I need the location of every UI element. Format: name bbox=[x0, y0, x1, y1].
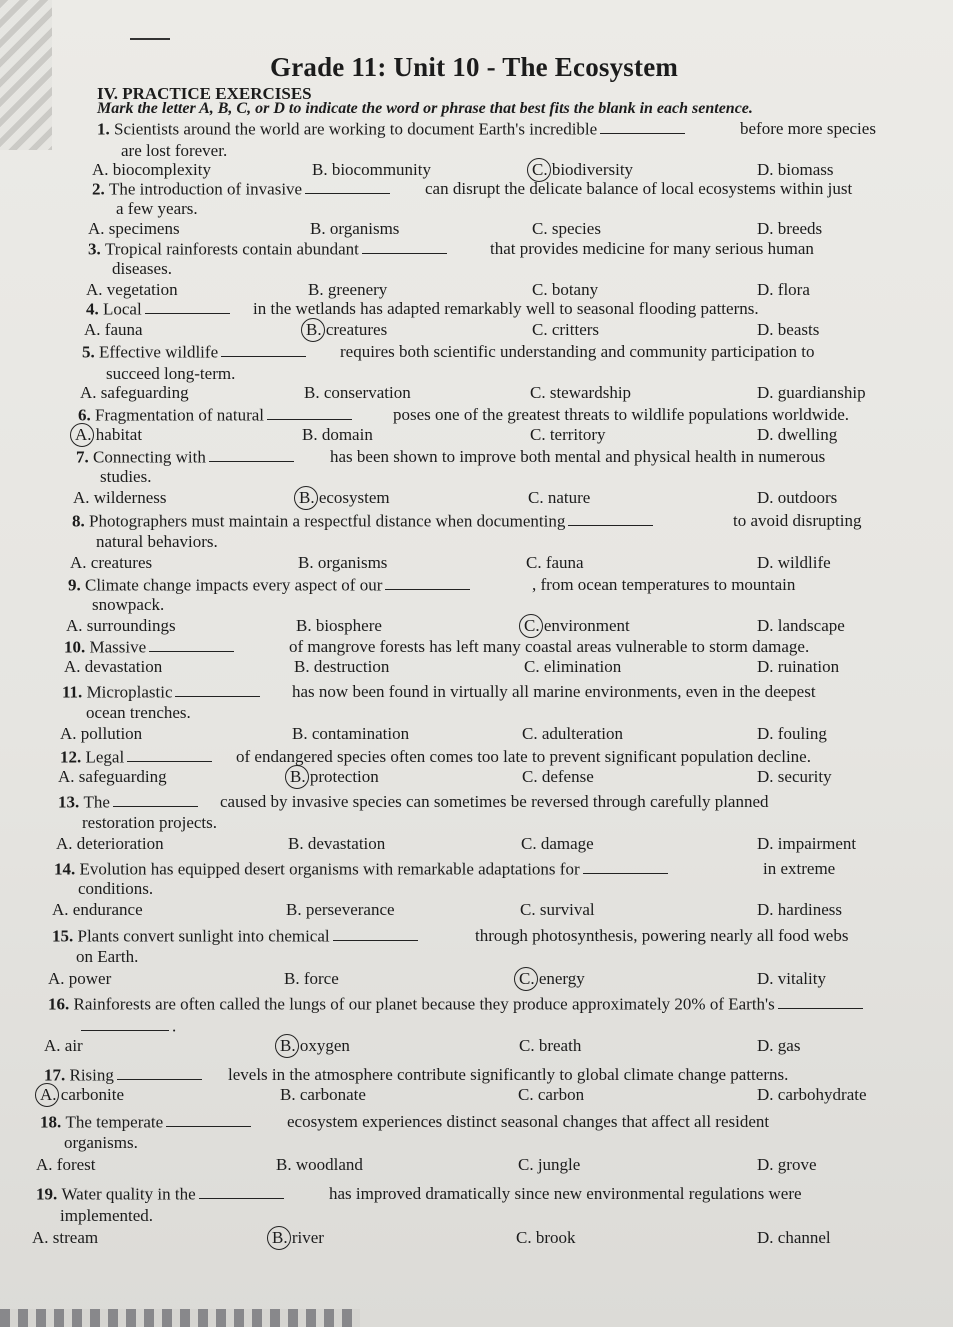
question-number: 3. bbox=[88, 239, 105, 259]
answer-blank[interactable] bbox=[362, 238, 447, 254]
question-number: 9. bbox=[68, 575, 85, 595]
question-line bbox=[92, 178, 393, 199]
option-label: D. beasts bbox=[757, 320, 820, 339]
answer-option-c[interactable] bbox=[526, 553, 584, 573]
option-label: D. landscape bbox=[757, 616, 845, 635]
option-label: A. safeguarding bbox=[58, 767, 167, 786]
answer-option-c[interactable] bbox=[530, 383, 631, 403]
torn-edge-decoration bbox=[0, 0, 52, 150]
answer-option-c[interactable] bbox=[521, 834, 594, 854]
option-label: D. security bbox=[757, 767, 832, 786]
option-label: A. vegetation bbox=[86, 280, 178, 299]
option-label: B. woodland bbox=[276, 1155, 363, 1174]
option-label: A. habitat bbox=[75, 425, 143, 444]
answer-option-a[interactable] bbox=[32, 1228, 98, 1248]
option-label: B. carbonate bbox=[280, 1085, 366, 1104]
option-label: A. creatures bbox=[70, 553, 153, 572]
question-text-after: in extreme bbox=[763, 859, 836, 878]
option-label: C. territory bbox=[530, 425, 606, 444]
answer-option-d[interactable] bbox=[757, 1036, 800, 1056]
question-text-after: of mangrove forests has left many coastal areas vulnerable to storm damage. bbox=[289, 637, 810, 656]
selected-answer-circle bbox=[267, 1226, 291, 1250]
question-number: 4. bbox=[86, 299, 103, 319]
answer-blank[interactable] bbox=[149, 636, 234, 652]
answer-option-a[interactable] bbox=[52, 900, 143, 920]
answer-option-c[interactable] bbox=[518, 1085, 584, 1105]
question-number: 13. bbox=[58, 792, 84, 812]
page-title: Grade 11: Unit 10 - The Ecosystem bbox=[270, 52, 679, 82]
question-continuation: conditions. bbox=[78, 879, 154, 898]
question-continuation: ocean trenches. bbox=[86, 703, 191, 722]
option-label: B. ecosystem bbox=[299, 488, 390, 507]
question-number: 11. bbox=[62, 682, 87, 702]
answer-blank[interactable] bbox=[333, 925, 418, 941]
question-number: 8. bbox=[72, 511, 89, 531]
answer-option-d[interactable] bbox=[757, 160, 834, 180]
answer-option-b[interactable] bbox=[299, 488, 390, 508]
option-label: D. fouling bbox=[757, 724, 827, 743]
option-label: C. critters bbox=[532, 320, 600, 339]
answer-option-d[interactable] bbox=[757, 767, 832, 787]
answer-blank[interactable] bbox=[145, 298, 230, 314]
option-label: D. outdoors bbox=[757, 488, 838, 507]
answer-blank[interactable] bbox=[166, 1111, 251, 1127]
selected-answer-circle bbox=[70, 423, 94, 447]
question-continuation: natural behaviors. bbox=[96, 532, 218, 551]
answer-blank[interactable] bbox=[175, 681, 260, 697]
answer-option-b[interactable] bbox=[286, 900, 395, 920]
option-label: C. survival bbox=[520, 900, 595, 919]
selected-answer-circle bbox=[519, 614, 543, 638]
answer-option-a[interactable] bbox=[86, 280, 178, 300]
option-label: B. destruction bbox=[294, 657, 390, 676]
answer-option-a[interactable] bbox=[56, 834, 164, 854]
question-continuation: on Earth. bbox=[76, 947, 139, 966]
question-number: 14. bbox=[54, 859, 80, 879]
answer-option-a[interactable] bbox=[66, 616, 176, 636]
answer-option-a[interactable] bbox=[48, 969, 111, 989]
answer-option-b[interactable] bbox=[294, 657, 389, 677]
question-text-after: has now been found in virtually all marine environments, even in the deepest bbox=[292, 682, 816, 701]
selected-answer-circle bbox=[275, 1034, 299, 1058]
question-number: 1. bbox=[97, 119, 114, 139]
option-label: C. damage bbox=[521, 834, 594, 853]
option-label: D. vitality bbox=[757, 969, 826, 988]
question-line bbox=[40, 1111, 254, 1132]
question-line bbox=[60, 746, 215, 767]
option-label: B. greenery bbox=[308, 280, 388, 299]
option-label: D. hardiness bbox=[757, 900, 842, 919]
answer-option-a[interactable] bbox=[44, 1036, 83, 1056]
option-label: C. energy bbox=[519, 969, 585, 988]
option-label: D. dwelling bbox=[757, 425, 838, 444]
answer-blank[interactable] bbox=[267, 404, 352, 420]
option-label: A. forest bbox=[36, 1155, 96, 1174]
option-label: A. specimens bbox=[88, 219, 180, 238]
answer-option-b[interactable] bbox=[304, 383, 411, 403]
answer-option-c[interactable] bbox=[528, 488, 590, 508]
question-number: 16. bbox=[48, 994, 74, 1014]
question-text-after: poses one of the greatest threats to wildlife populations worldwide. bbox=[393, 405, 850, 424]
question-text-before: Effective wildlife bbox=[99, 342, 219, 362]
answer-blank[interactable] bbox=[583, 858, 668, 874]
option-label: C. adulteration bbox=[522, 724, 624, 743]
answer-blank[interactable] bbox=[117, 1064, 202, 1080]
option-label: B. force bbox=[284, 969, 339, 988]
option-label: A. safeguarding bbox=[80, 383, 189, 402]
answer-option-d[interactable] bbox=[757, 425, 837, 445]
question-number: 2. bbox=[92, 179, 109, 199]
answer-blank[interactable] bbox=[209, 446, 294, 462]
question-continuation: snowpack. bbox=[92, 595, 165, 614]
question-number: 17. bbox=[44, 1065, 70, 1085]
question-line bbox=[62, 681, 263, 702]
option-label: D. flora bbox=[757, 280, 810, 299]
option-label: A. surroundings bbox=[66, 616, 176, 635]
question-text-before: Water quality in the bbox=[61, 1184, 196, 1204]
question-continuation: restoration projects. bbox=[82, 813, 218, 832]
selected-answer-circle bbox=[285, 765, 309, 789]
question-text-after: caused by invasive species can sometimes be reversed through carefully planned bbox=[220, 792, 769, 811]
answer-option-b[interactable] bbox=[306, 320, 387, 340]
answer-option-b[interactable] bbox=[308, 280, 387, 300]
top-dash bbox=[130, 38, 170, 40]
section-heading: IV. PRACTICE EXERCISES bbox=[97, 84, 312, 103]
question-text-after: has been shown to improve both mental and physical health in numerous bbox=[330, 447, 826, 466]
answer-blank[interactable] bbox=[127, 746, 212, 762]
question-text-before: Local bbox=[103, 299, 142, 319]
option-label: C. defense bbox=[522, 767, 594, 786]
selected-answer-circle bbox=[514, 967, 538, 991]
answer-blank[interactable] bbox=[221, 341, 306, 357]
question-text-after: can disrupt the delicate balance of local ecosystems within just bbox=[425, 179, 853, 198]
answer-option-d[interactable] bbox=[757, 488, 837, 508]
question-text-after: levels in the atmosphere contribute significantly to global climate change patterns. bbox=[228, 1065, 789, 1084]
question-text-after: that provides medicine for many serious human bbox=[490, 239, 814, 258]
answer-blank[interactable] bbox=[81, 1015, 169, 1031]
option-label: B. perseverance bbox=[286, 900, 395, 919]
question-text-before: Massive bbox=[89, 637, 147, 657]
question-number: 5. bbox=[82, 342, 99, 362]
answer-option-d[interactable] bbox=[757, 1155, 816, 1175]
answer-option-c[interactable] bbox=[520, 900, 595, 920]
question-text-after: requires both scientific understanding and community participation to bbox=[340, 342, 815, 361]
answer-option-b[interactable] bbox=[298, 553, 387, 573]
question-text-before: Fragmentation of natural bbox=[95, 405, 265, 425]
option-label: D. breeds bbox=[757, 219, 823, 238]
option-label: D. gas bbox=[757, 1036, 801, 1055]
answer-option-a[interactable] bbox=[64, 657, 162, 677]
question-text-before: Rainforests are often called the lungs of our planet because they produce approximately 20% of Earth's bbox=[73, 994, 775, 1014]
question-text-before: Rising bbox=[69, 1065, 114, 1085]
answer-blank[interactable] bbox=[778, 993, 863, 1009]
question-text-after: , from ocean temperatures to mountain bbox=[532, 575, 796, 594]
option-label: A. carbonite bbox=[40, 1085, 125, 1104]
answer-option-c[interactable] bbox=[516, 1228, 576, 1248]
question-text-after: of endangered species often comes too late to prevent significant population decline. bbox=[236, 747, 811, 766]
option-label: A. devastation bbox=[64, 657, 163, 676]
answer-option-d[interactable] bbox=[757, 724, 827, 744]
option-label: A. endurance bbox=[52, 900, 143, 919]
option-label: B. creatures bbox=[306, 320, 388, 339]
option-label: C. fauna bbox=[526, 553, 584, 572]
option-label: C. jungle bbox=[518, 1155, 581, 1174]
option-label: A. stream bbox=[32, 1228, 99, 1247]
answer-option-a[interactable] bbox=[70, 553, 152, 573]
question-continuation: . bbox=[172, 1016, 177, 1036]
answer-blank[interactable] bbox=[385, 574, 470, 590]
option-label: B. organisms bbox=[310, 219, 400, 238]
answer-option-b[interactable] bbox=[288, 834, 385, 854]
answer-option-b[interactable] bbox=[310, 219, 399, 239]
option-label: D. wildlife bbox=[757, 553, 831, 572]
answer-blank[interactable] bbox=[600, 118, 685, 134]
option-label: C. elimination bbox=[524, 657, 622, 676]
answer-option-b[interactable] bbox=[280, 1085, 366, 1105]
option-label: A. wilderness bbox=[73, 488, 167, 507]
question-text-before: The bbox=[83, 792, 110, 812]
question-continuation bbox=[78, 1015, 176, 1036]
answer-blank[interactable] bbox=[568, 510, 653, 526]
option-label: C. stewardship bbox=[530, 383, 632, 402]
option-label: A. deterioration bbox=[56, 834, 164, 853]
question-line bbox=[76, 446, 297, 467]
option-label: B. domain bbox=[302, 425, 373, 444]
option-label: C. nature bbox=[528, 488, 591, 507]
question-text-after: through photosynthesis, powering nearly all food webs bbox=[475, 926, 849, 945]
option-label: B. river bbox=[272, 1228, 324, 1247]
answer-option-b[interactable] bbox=[312, 160, 431, 180]
answer-option-b[interactable] bbox=[276, 1155, 363, 1175]
option-label: B. conservation bbox=[304, 383, 411, 402]
answer-option-a[interactable] bbox=[88, 219, 180, 239]
option-label: B. biosphere bbox=[296, 616, 382, 635]
answer-option-d[interactable] bbox=[757, 657, 839, 677]
question-number: 6. bbox=[78, 405, 95, 425]
answer-option-d[interactable] bbox=[757, 280, 810, 300]
question-continuation: diseases. bbox=[112, 259, 172, 278]
answer-option-c[interactable] bbox=[532, 280, 598, 300]
answer-option-c[interactable] bbox=[522, 724, 623, 744]
question-number: 18. bbox=[40, 1112, 66, 1132]
answer-option-a[interactable] bbox=[84, 320, 143, 340]
question-line bbox=[88, 238, 450, 259]
answer-option-c[interactable] bbox=[532, 160, 633, 180]
answer-option-c[interactable] bbox=[522, 767, 594, 787]
answer-option-b[interactable] bbox=[290, 767, 379, 787]
option-label: A. pollution bbox=[60, 724, 143, 743]
question-line bbox=[36, 1183, 287, 1204]
answer-option-d[interactable] bbox=[757, 1228, 831, 1248]
answer-option-a[interactable] bbox=[36, 1155, 95, 1175]
question-text-after: ecosystem experiences distinct seasonal changes that affect all resident bbox=[287, 1112, 770, 1131]
question-text-before: Scientists around the world are working to document Earth's incredible bbox=[114, 119, 598, 139]
answer-option-c[interactable] bbox=[532, 219, 601, 239]
answer-blank[interactable] bbox=[113, 791, 198, 807]
question-number: 19. bbox=[36, 1184, 62, 1204]
question-text-before: The introduction of invasive bbox=[109, 179, 303, 199]
option-label: B. contamination bbox=[292, 724, 410, 743]
option-label: A. air bbox=[44, 1036, 83, 1055]
option-label: C. carbon bbox=[518, 1085, 585, 1104]
answer-option-b[interactable] bbox=[272, 1228, 324, 1248]
answer-option-d[interactable] bbox=[757, 219, 822, 239]
question-text-before: Evolution has equipped desert organisms with remarkable adaptations for bbox=[79, 859, 580, 879]
question-number: 12. bbox=[60, 747, 86, 767]
option-label: B. protection bbox=[290, 767, 379, 786]
answer-option-b[interactable] bbox=[302, 425, 373, 445]
question-text-after: before more species bbox=[740, 119, 876, 138]
instruction-text: Mark the letter A, B, C, or D to indicate the word or phrase that best fits the blank in each sentence. bbox=[97, 100, 753, 117]
answer-option-b[interactable] bbox=[280, 1036, 350, 1056]
bottom-edge-decoration bbox=[0, 1309, 360, 1327]
answer-option-d[interactable] bbox=[757, 553, 831, 573]
answer-blank[interactable] bbox=[199, 1183, 284, 1199]
answer-blank[interactable] bbox=[305, 178, 390, 194]
answer-option-b[interactable] bbox=[296, 616, 382, 636]
answer-option-a[interactable] bbox=[80, 383, 189, 403]
question-text-before: The temperate bbox=[65, 1112, 164, 1132]
option-label: C. environment bbox=[524, 616, 630, 635]
question-line bbox=[78, 404, 355, 425]
option-label: C. species bbox=[532, 219, 601, 238]
question-continuation: a few years. bbox=[116, 199, 198, 218]
question-line bbox=[82, 341, 309, 362]
question-text-before: Connecting with bbox=[93, 447, 206, 467]
option-label: C. botany bbox=[532, 280, 599, 299]
question-text-before: Microplastic bbox=[86, 682, 173, 702]
selected-answer-circle bbox=[35, 1083, 59, 1107]
question-line bbox=[44, 1064, 205, 1085]
option-label: D. carbohydrate bbox=[757, 1085, 867, 1104]
question-text-after: to avoid disrupting bbox=[733, 511, 862, 530]
selected-answer-circle bbox=[294, 486, 318, 510]
question-text-after: has improved dramatically since new environmental regulations were bbox=[329, 1184, 802, 1203]
question-line bbox=[97, 118, 688, 139]
answer-option-a[interactable] bbox=[60, 724, 142, 744]
option-label: B. oxygen bbox=[280, 1036, 350, 1055]
answer-option-d[interactable] bbox=[757, 834, 856, 854]
option-label: C. brook bbox=[516, 1228, 576, 1247]
answer-option-a[interactable] bbox=[58, 767, 167, 787]
answer-option-d[interactable] bbox=[757, 616, 845, 636]
question-text-before: Plants convert sunlight into chemical bbox=[77, 926, 330, 946]
option-label: D. impairment bbox=[757, 834, 857, 853]
option-label: C. breath bbox=[519, 1036, 582, 1055]
option-label: D. ruination bbox=[757, 657, 840, 676]
option-label: D. channel bbox=[757, 1228, 831, 1247]
answer-option-a[interactable] bbox=[75, 425, 142, 445]
answer-option-d[interactable] bbox=[757, 320, 819, 340]
question-line bbox=[54, 858, 671, 879]
question-text-before: Climate change impacts every aspect of our bbox=[85, 575, 383, 595]
option-label: C. biodiversity bbox=[532, 160, 634, 179]
question-text-before: Legal bbox=[85, 747, 125, 767]
question-line bbox=[72, 510, 656, 531]
question-line bbox=[86, 298, 233, 319]
question-number: 7. bbox=[76, 447, 93, 467]
option-label: A. biocomplexity bbox=[92, 160, 211, 179]
answer-option-a[interactable] bbox=[73, 488, 166, 508]
option-label: A. power bbox=[48, 969, 112, 988]
question-number: 10. bbox=[64, 637, 90, 657]
selected-answer-circle bbox=[301, 318, 325, 342]
question-continuation: are lost forever. bbox=[121, 141, 228, 160]
option-label: B. biocommunity bbox=[312, 160, 431, 179]
answer-option-c[interactable] bbox=[518, 1155, 580, 1175]
option-label: A. fauna bbox=[84, 320, 143, 339]
answer-option-c[interactable] bbox=[524, 657, 621, 677]
question-continuation: organisms. bbox=[64, 1133, 138, 1152]
question-line bbox=[64, 636, 237, 657]
answer-option-d[interactable] bbox=[757, 1085, 867, 1105]
option-label: D. biomass bbox=[757, 160, 834, 179]
question-text-before: Tropical rainforests contain abundant bbox=[105, 239, 359, 259]
answer-option-d[interactable] bbox=[757, 969, 826, 989]
answer-option-d[interactable] bbox=[757, 383, 866, 403]
question-line bbox=[68, 574, 473, 595]
question-continuation: succeed long-term. bbox=[106, 364, 236, 383]
answer-option-b[interactable] bbox=[284, 969, 339, 989]
option-label: D. grove bbox=[757, 1155, 817, 1174]
option-label: B. devastation bbox=[288, 834, 386, 853]
answer-option-a[interactable] bbox=[92, 160, 211, 180]
answer-option-c[interactable] bbox=[519, 969, 585, 989]
answer-option-c[interactable] bbox=[524, 616, 630, 636]
question-text-before: Photographers must maintain a respectful distance when documenting bbox=[89, 511, 566, 531]
answer-option-a[interactable] bbox=[40, 1085, 124, 1105]
option-label: D. guardianship bbox=[757, 383, 866, 402]
option-label: B. organisms bbox=[298, 553, 388, 572]
question-number: 15. bbox=[52, 926, 78, 946]
answer-option-d[interactable] bbox=[757, 900, 842, 920]
answer-option-c[interactable] bbox=[530, 425, 606, 445]
question-text-after: in the wetlands has adapted remarkably well to seasonal flooding patterns. bbox=[253, 299, 759, 318]
question-line bbox=[48, 993, 866, 1014]
answer-option-b[interactable] bbox=[292, 724, 409, 744]
answer-option-c[interactable] bbox=[519, 1036, 581, 1056]
question-continuation: studies. bbox=[100, 467, 152, 486]
question-line bbox=[52, 925, 421, 946]
question-line bbox=[58, 791, 201, 812]
answer-option-c[interactable] bbox=[532, 320, 599, 340]
question-continuation: implemented. bbox=[60, 1206, 154, 1225]
